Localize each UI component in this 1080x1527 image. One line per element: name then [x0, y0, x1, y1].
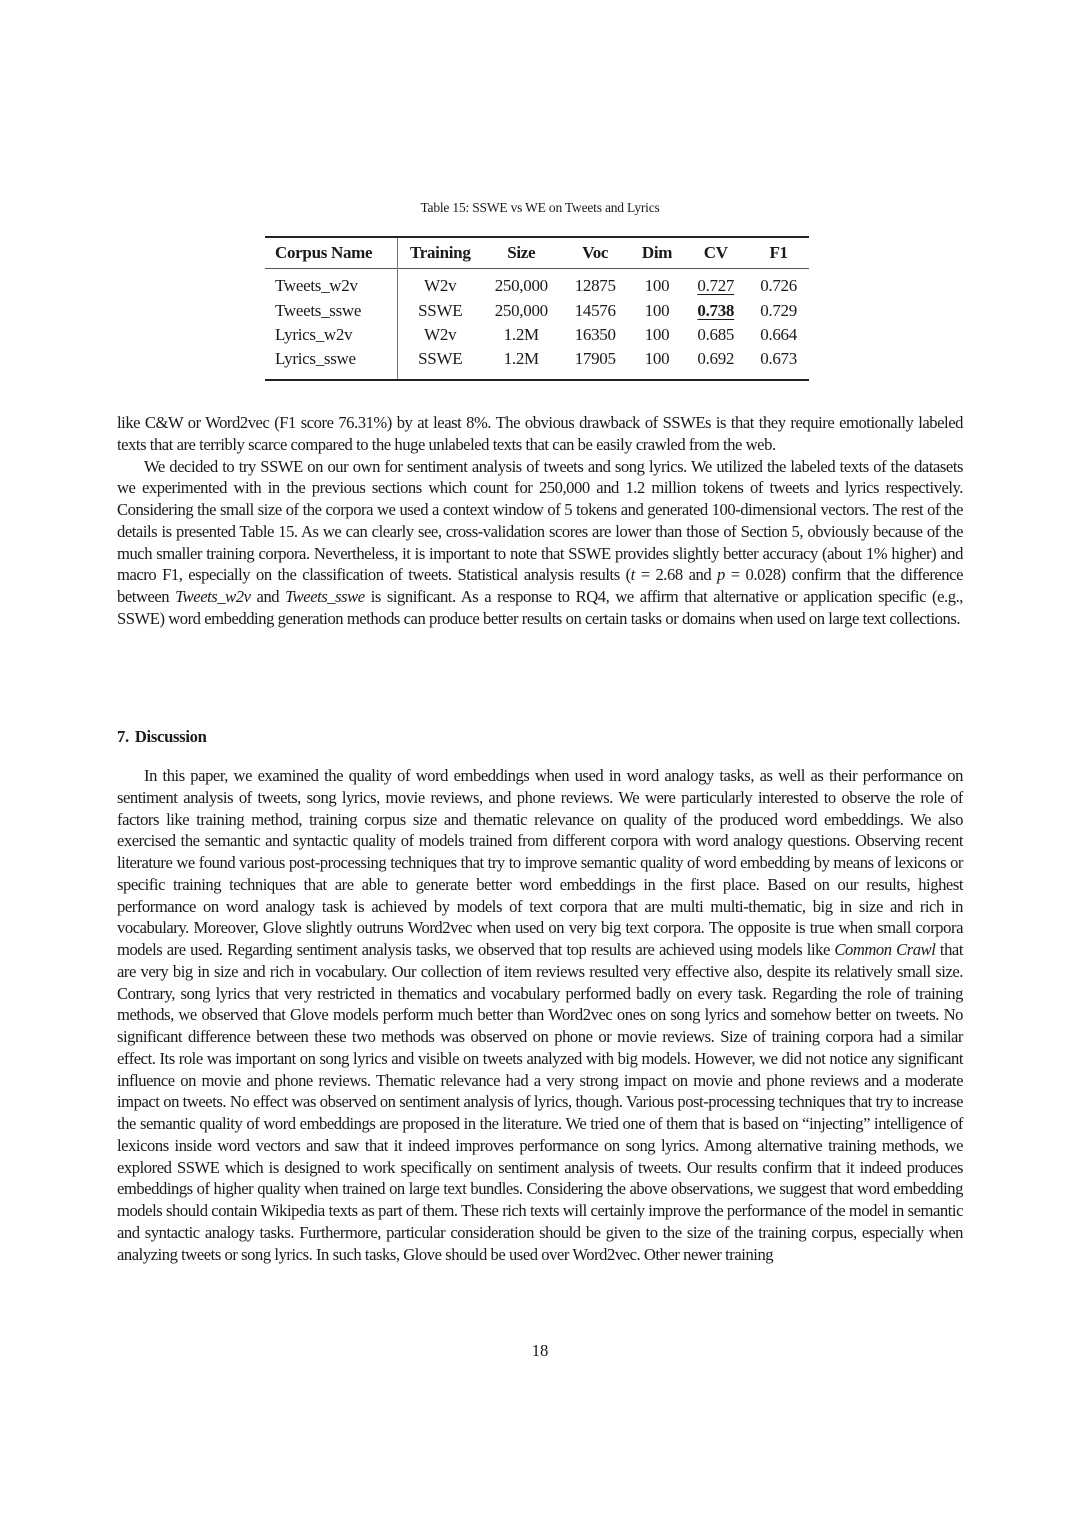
section-number: 7.: [117, 727, 129, 746]
table-row: [265, 298, 809, 322]
italic-term: Tweets_sswe: [285, 587, 365, 606]
cell-size: 1.2M: [503, 324, 539, 344]
header-dim: Dim: [641, 243, 673, 262]
cell-cv: 0.692: [697, 349, 735, 369]
cell-corpus-name: Lyrics_w2v: [265, 323, 397, 347]
section-heading: [117, 727, 207, 747]
section-title: Discussion: [134, 727, 207, 746]
cell-corpus-name: Tweets_w2v: [265, 269, 397, 299]
text-run: = 2.68 and: [634, 565, 718, 585]
cell-size: 250,000: [494, 300, 548, 320]
cell-size: 1.2M: [503, 349, 539, 369]
header-corpus-name: Corpus Name: [265, 237, 397, 269]
cell-training: SSWE: [418, 300, 463, 320]
text-run: is significant. As a response to RQ4, we affirm that alternative or application specific (e.g., SSWE) word embedding generation methods can produce better results on certain tasks or domains when used on large text collections.: [117, 587, 963, 628]
table-row: [265, 347, 809, 379]
paragraph-discussion: [117, 765, 963, 1265]
text-run: We decided to try SSWE on our own for sentiment analysis of tweets and song lyrics. We utilized the labeled texts of the datasets we experimented with in the previous sections which count for 250,000 and 1.2 million tokens of tweets and lyrics respectively. Considering the small size of the corpora we used a context window of 5 tokens and generated 100-dimensional vectors. The rest of the details is presented Table 15. As we can clearly see, cross-validation scores are lower than those of Section 5, obviously because of the much smaller training corpora. Nevertheless, it is important to note that SSWE provides slightly better accuracy (about 1% higher) and macro F1, especially on the classification of tweets. Statistical analysis results (: [117, 456, 963, 585]
italic-term: Common Crawl: [834, 940, 936, 959]
cell-corpus-name: Lyrics_sswe: [265, 347, 397, 379]
cell-f1: 0.726: [760, 276, 797, 296]
page-number: 18: [531, 1341, 549, 1360]
math-var-t: t: [630, 565, 635, 585]
cell-voc: 16350: [574, 324, 616, 344]
cell-dim: 100: [644, 349, 670, 369]
cell-voc: 12875: [574, 276, 616, 296]
cell-voc: 17905: [574, 349, 616, 369]
header-size: Size: [507, 243, 536, 262]
table-header-row: [265, 237, 809, 269]
table-row: [265, 269, 809, 299]
cell-corpus-name: Tweets_sswe: [265, 298, 397, 322]
discussion-text: [117, 765, 963, 1265]
cell-dim: 100: [644, 324, 670, 344]
sswe-section-text: [117, 412, 963, 630]
table-row: [265, 323, 809, 347]
cell-cv: [683, 298, 748, 322]
cell-size: 250,000: [494, 276, 548, 296]
cell-f1: 0.664: [760, 324, 797, 344]
paragraph-continuation: like C&W or Word2vec (F1 score 76.31%) by at least 8%. The obvious drawback of SSWEs is that they require emotionally labeled texts that are terribly scarce compared to the huge unlabeled texts that can be easily crawled from the web.: [117, 413, 963, 454]
italic-term: Tweets_w2v: [175, 587, 251, 606]
text-run: and: [250, 587, 286, 606]
cell-training: W2v: [424, 276, 457, 296]
cell-training: SSWE: [418, 349, 463, 369]
results-table: [265, 236, 809, 381]
table-caption: Table 15: SSWE vs WE on Tweets and Lyrics: [420, 200, 660, 215]
header-voc: Voc: [582, 243, 609, 262]
math-var-p: p: [717, 565, 725, 585]
text-run: that are very big in size and rich in vocabulary. Our collection of item reviews resulted very effective also, despite its relatively small size. Contrary, song lyrics that very restricted in thematics and vocabulary performed badly on every task. Regarding the role of training methods, we observed that Glove models perform much better than Word2vec ones on song lyrics and somehow better on tweets. No significant difference between these two methods was observed on phone or movie reviews. Size of training corpora had a similar effect. Its role was important on song lyrics and visible on tweets analyzed with big models. However, we did not notice any significant influence on movie and phone reviews. Thematic relevance had a very strong impact on movie and phone reviews and a moderate impact on tweets. No effect was observed on sentiment analysis of lyrics, though. Various post-processing techniques that try to increase the semantic quality of word embeddings are proposed in the literature. We tried one of them that is based on “injecting” intelligence of lexicons inside word vectors and saw that it indeed improves performance on song lyrics. Among alternative training methods, we explored SSWE which is designed to work specifically on sentiment analysis of tweets. Our results confirm that it indeed produces embeddings of higher quality when trained on large text bundles. Considering the above observations, we suggest that word embedding models should contain Wikipedia texts as part of them. These rich texts will certainly improve the performance of the model in semantic and syntactic analogy tasks. Furthermore, particular consideration should be given to the size of the training corpus, especially when analyzing tweets or song lyrics. In such tasks, Glove should be used over Word2vec. Other newer training: [117, 940, 963, 1264]
cell-voc: 14576: [574, 300, 616, 320]
text-run: In this paper, we examined the quality of word embeddings when used in word analogy tasks, as well as their performance on sentiment analysis of tweets, song lyrics, movie reviews, and phone reviews. We were particularly interested to observe the role of factors like training method, training corpus size and thematic relevance on quality of the produced word embeddings. We also exercised the semantic and syntactic quality of models trained from different corpora with word analogy questions. Observing recent literature we found various post-processing techniques that try to improve semantic quality of word embedding by means of lexicons or specific training techniques that are able to generate better word embeddings in the first place. Based on our results, highest performance on word analogy task is achieved by models of text corpora that are multi multi-thematic, big in size and rich in vocabulary. Moreover, Glove slightly outruns Word2vec when used on very big text corpora. The opposite is true when small corpora models are used. Regarding sentiment analysis tasks, we observed that top results are achieved using models like: [117, 766, 963, 959]
header-cv: CV: [703, 243, 728, 262]
paragraph-sswe-experiment: [117, 456, 963, 630]
cell-f1: 0.729: [760, 300, 797, 320]
cell-dim: 100: [644, 276, 670, 296]
cell-cv: [683, 269, 748, 299]
text-run: = 0.028) confirm that the difference between: [117, 565, 963, 606]
header-f1: F1: [769, 243, 788, 262]
cv-underlined-value: 0.727: [697, 276, 735, 296]
cell-f1: 0.673: [760, 349, 797, 369]
cell-cv: 0.685: [697, 324, 735, 344]
header-training: Training: [409, 243, 471, 262]
cell-training: W2v: [424, 324, 457, 344]
results-table-container: [265, 236, 809, 381]
cell-dim: 100: [644, 300, 670, 320]
cv-best-value: 0.738: [697, 300, 735, 320]
